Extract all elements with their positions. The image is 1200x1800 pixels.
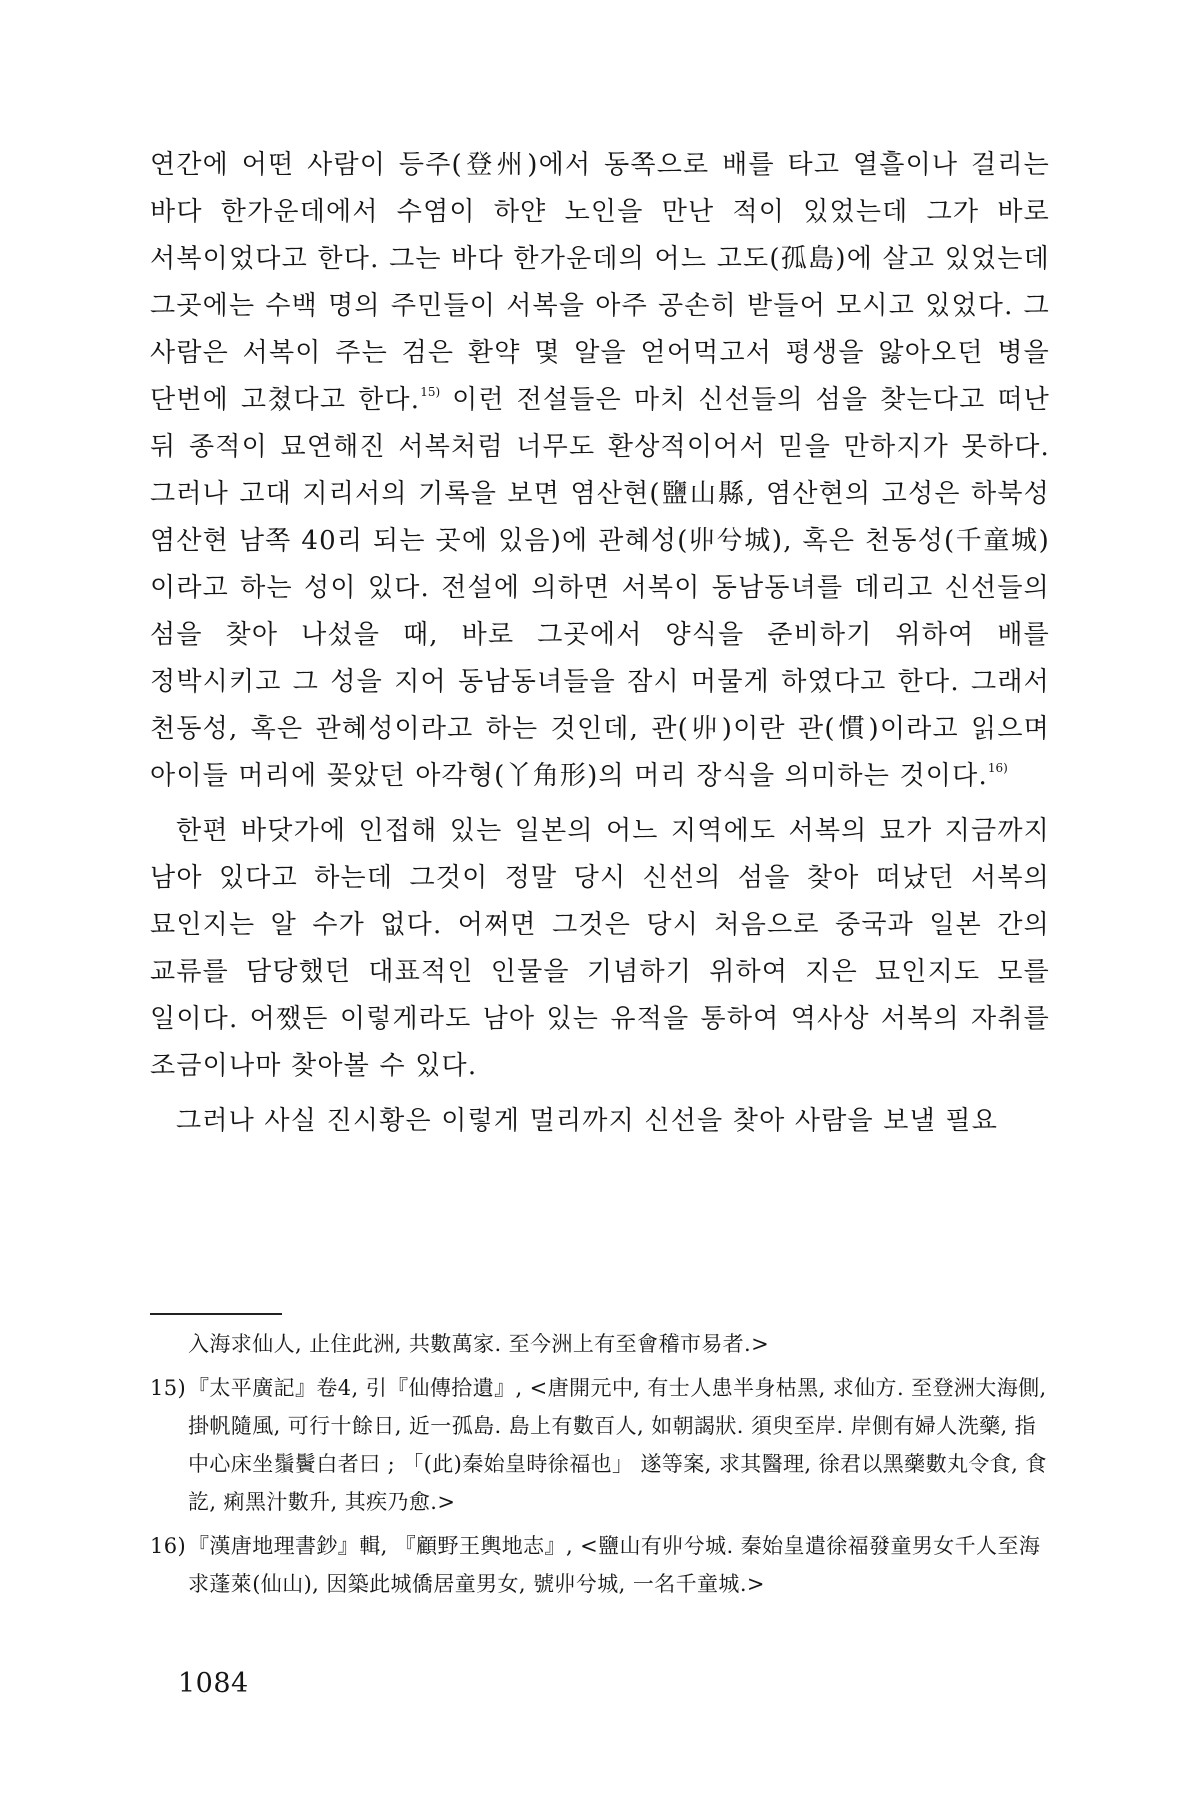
main-body-text [150,142,1050,1145]
footnote-15-number: 15) [150,1376,187,1400]
footnote-continuation [150,1325,1050,1363]
footnote-15 [150,1369,1050,1521]
footnote-divider [150,1313,282,1315]
paragraph-1 [150,142,1050,800]
footnote-ref-15[interactable]: 15) [420,385,441,399]
paragraph-1-part-2: 이런 전설들은 마치 신선들의 섬을 찾는다고 떠난 뒤 종적이 묘연해진 서복처럼 너무도 환상적이어서 믿을 만하지가 못하다. 그러나 고대 지리서의 기록을 보면 염산현(鹽山縣, 염산현의 고성은 하북성 염산현 남쪽 40리 되는 곳에 있음)에 관혜성(丱兮城), 혹은 천동성(千童城)이라고 하는 성이 있다. 전설에 의하면 서복이 동남동녀를 데리고 신선들의 섬을 찾아 나섰을 때, 바로 그곳에서 양식을 준비하기 위하여 배를 정박시키고 그 성을 지어 동남동녀들을 잠시 머물게 하였다고 한다. 그래서 천동성, 혹은 관혜성이라고 하는 것인데, 관(丱)이란 관(慣)이라고 읽으며 아이들 머리에 꽂았던 아각형(丫角形)의 머리 장식을 의미하는 것이다. [150,385,1050,791]
footnote-15-text: 『太平廣記』卷4, 引『仙傳拾遺』, <唐開元中, 有士人患半身枯黑, 求仙方. 至登洲大海側, 掛帆隨風, 可行十餘日, 近一孤島. 島上有數百人, 如朝謁狀. 須臾至岸. 岸側有婦人洗藥, 指中心床坐鬚鬢白者曰 ; 「(此)秦始皇時徐福也」 遂等案, 求其醫理, 徐君以黑藥數丸令食, 食訖, 痢黑汁數升, 其疾乃愈.> [188,1376,1047,1514]
footnote-continuation-text: 入海求仙人, 止住此洲, 共數萬家. 至今洲上有至會稽市易者.> [188,1332,770,1356]
footnote-16 [150,1527,1050,1603]
paragraph-1-part-1: 연간에 어떤 사람이 등주(登州)에서 동쪽으로 배를 타고 열흘이나 걸리는 바다 한가운데에서 수염이 하얀 노인을 만난 적이 있었는데 그가 바로 서복이었다고 한다. 그는 바다 한가운데의 어느 고도(孤島)에 살고 있었는데 그곳에는 수백 명의 주민들이 서복을 아주 공손히 받들어 모시고 있었다. 그 사람은 서복이 주는 검은 환약 몇 알을 얻어먹고서 평생을 앓아오던 병을 단번에 고쳤다고 한다. [150,150,1050,415]
page-number: 1084 [178,1668,249,1699]
paragraph-2: 한편 바닷가에 인접해 있는 일본의 어느 지역에도 서복의 묘가 지금까지 남아 있다고 하는데 그것이 정말 당시 신선의 섬을 찾아 떠났던 서복의 묘인지는 알 수가 없다. 어쩌면 그것은 당시 처음으로 중국과 일본 간의 교류를 담당했던 대표적인 인물을 기념하기 위하여 지은 묘인지도 모를 일이다. 어쨌든 이렇게라도 남아 있는 유적을 통하여 역사상 서복의 자취를 조금이나마 찾아볼 수 있다. [150,816,1050,1081]
footnote-16-number: 16) [150,1534,187,1558]
paragraph-3: 그러나 사실 진시황은 이렇게 멀리까지 신선을 찾아 사람을 보낼 필요 [176,1106,999,1136]
footnote-16-text: 『漢唐地理書鈔』輯, 『顧野王輿地志』, <鹽山有丱兮城. 秦始皇遣徐福發童男女千人至海求蓬萊(仙山), 因築此城僑居童男女, 號丱兮城, 一名千童城.> [188,1534,1041,1596]
footnotes [150,1325,1050,1609]
footnote-ref-16[interactable]: 16) [987,761,1008,775]
